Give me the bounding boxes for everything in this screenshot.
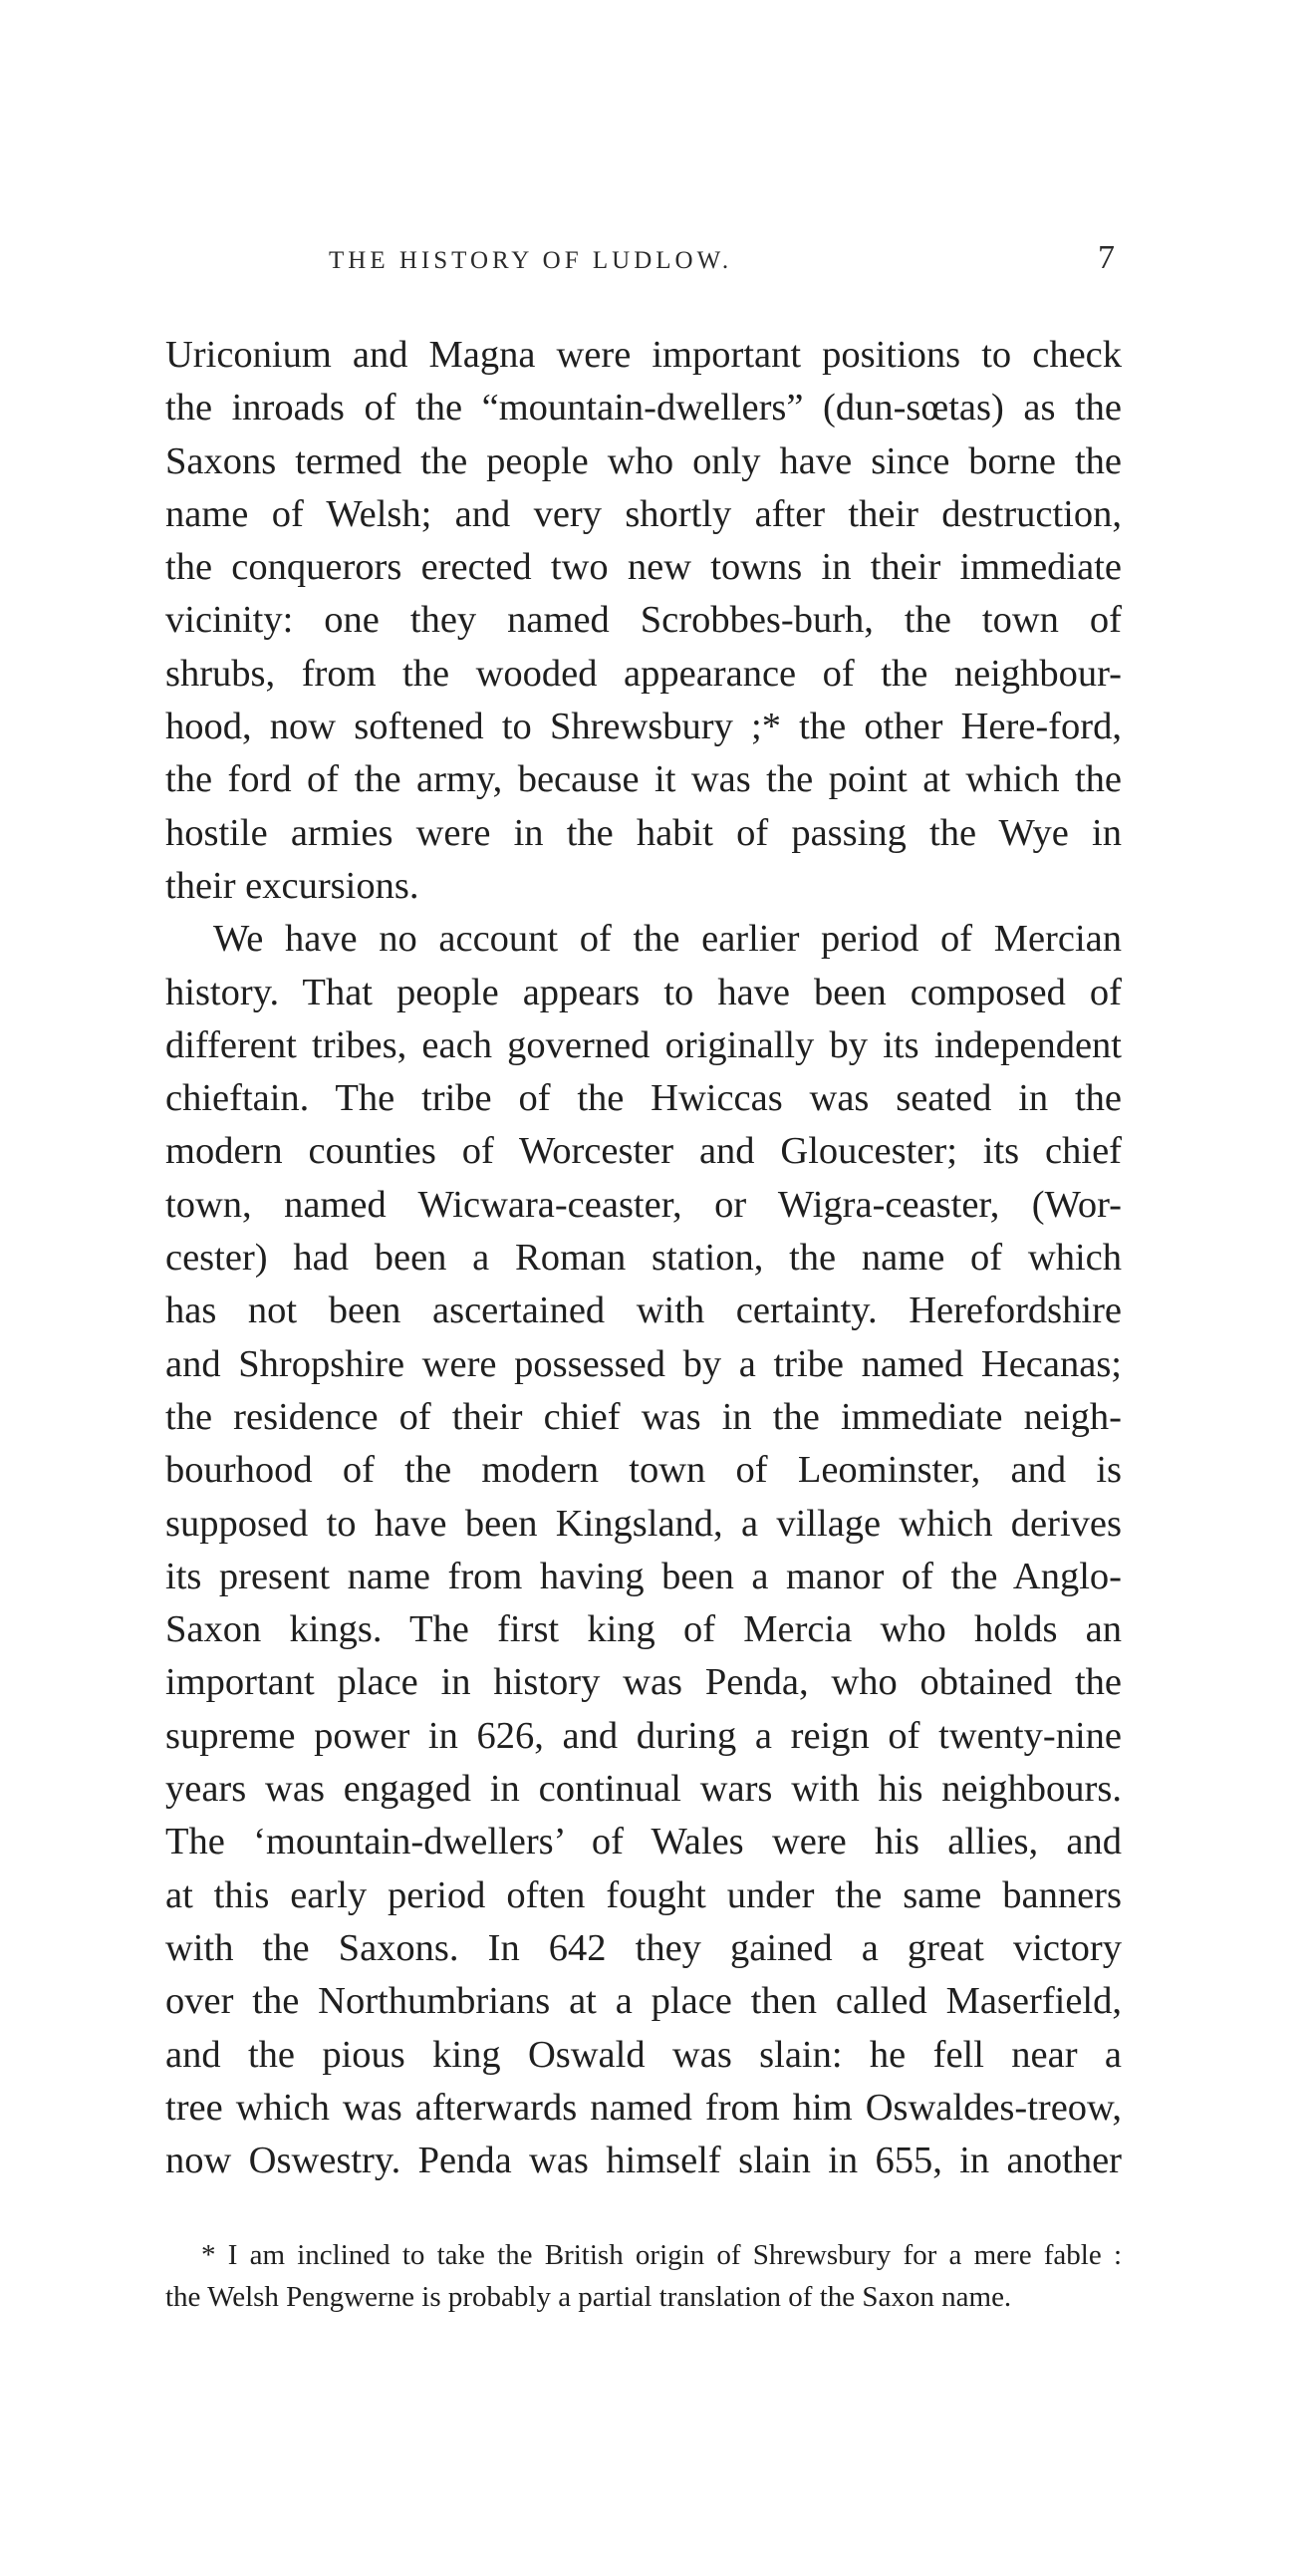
footnote [165,2234,1122,2318]
text-line-33: and the pious king Oswald was slain: he fell near a [165,2033,1122,2076]
text-line-12: We have no account of the earlier period of Mercian [213,918,1122,961]
text-line-7: shrubs, from the wooded appearance of the neighbour- [165,652,1122,695]
main-text [165,329,1122,2187]
text-line-16: modern counties of Worcester and Gloucester; its chief [165,1130,1122,1173]
text-line-28: years was engaged in continual wars with his neighbours. [165,1768,1122,1811]
text-line-30: at this early period often fought under the same banners [165,1873,1122,1916]
text-line-22: bourhood of the modern town of Leominster, and is [165,1449,1122,1492]
text-line-6: vicinity: one they named Scrobbes-burh, the town of [165,599,1122,642]
text-line-1: Uriconium and Magna were important positions to check [165,334,1122,376]
text-line-3: Saxons termed the people who only have since borne the [165,439,1122,482]
text-line-20: and Shropshire were possessed by a tribe named Hecanas; [165,1342,1122,1385]
text-line-10: hostile armies were in the habit of passing the Wye in [165,811,1122,854]
running-head-title: THE HISTORY OF LUDLOW. [329,247,733,274]
text-line-14: different tribes, each governed originally by its independent [165,1023,1122,1066]
text-line-15: chieftain. The tribe of the Hwiccas was seated in the [165,1077,1122,1120]
footnote-line-1: * I am inclined to take the British origin of Shrewsbury for a mere fable : [201,2239,1122,2271]
text-line-24: its present name from having been a manor of the Anglo- [165,1555,1122,1597]
text-line-35: now Oswestry. Penda was himself slain in 655, in another [165,2140,1122,2182]
text-line-9: the ford of the army, because it was the point at which the [165,758,1122,801]
text-line-34: tree which was afterwards named from him Oswaldes-treow, [165,2086,1122,2129]
page-number: 7 [1098,239,1115,276]
text-line-19: has not been ascertained with certainty. Herefordshire [165,1289,1122,1332]
text-line-23: supposed to have been Kingsland, a village which derives [165,1502,1122,1545]
text-line-13: history. That people appears to have been composed of [165,971,1122,1013]
text-line-25: Saxon kings. The first king of Mercia who holds an [165,1608,1122,1651]
text-line-2: the inroads of the “mountain-dwellers” (dun-sœtas) as the [165,387,1122,429]
text-line-4: name of Welsh; and very shortly after their destruction, [165,492,1122,535]
footnote-line-2: the Welsh Pengwerne is probably a partial translation of the Saxon name. [165,2281,1012,2313]
text-line-32: over the Northumbrians at a place then called Maserfield, [165,1980,1122,2023]
text-line-17: town, named Wicwara-ceaster, or Wigra-ceaster, (Wor- [165,1183,1122,1226]
text-line-21: the residence of their chief was in the immediate neigh- [165,1395,1122,1438]
text-line-26: important place in history was Penda, who obtained the [165,1661,1122,1704]
text-line-18: cester) had been a Roman station, the name of which [165,1237,1122,1280]
text-line-27: supreme power in 626, and during a reign of twenty-nine [165,1714,1122,1757]
text-line-8: hood, now softened to Shrewsbury ;* the other Here-ford, [165,706,1122,748]
text-line-29: The ‘mountain-dwellers’ of Wales were his allies, and [165,1821,1122,1863]
text-line-31: with the Saxons. In 642 they gained a great victory [165,1926,1122,1969]
text-line-11: their excursions. [165,864,419,907]
text-line-5: the conquerors erected two new towns in their immediate [165,546,1122,589]
